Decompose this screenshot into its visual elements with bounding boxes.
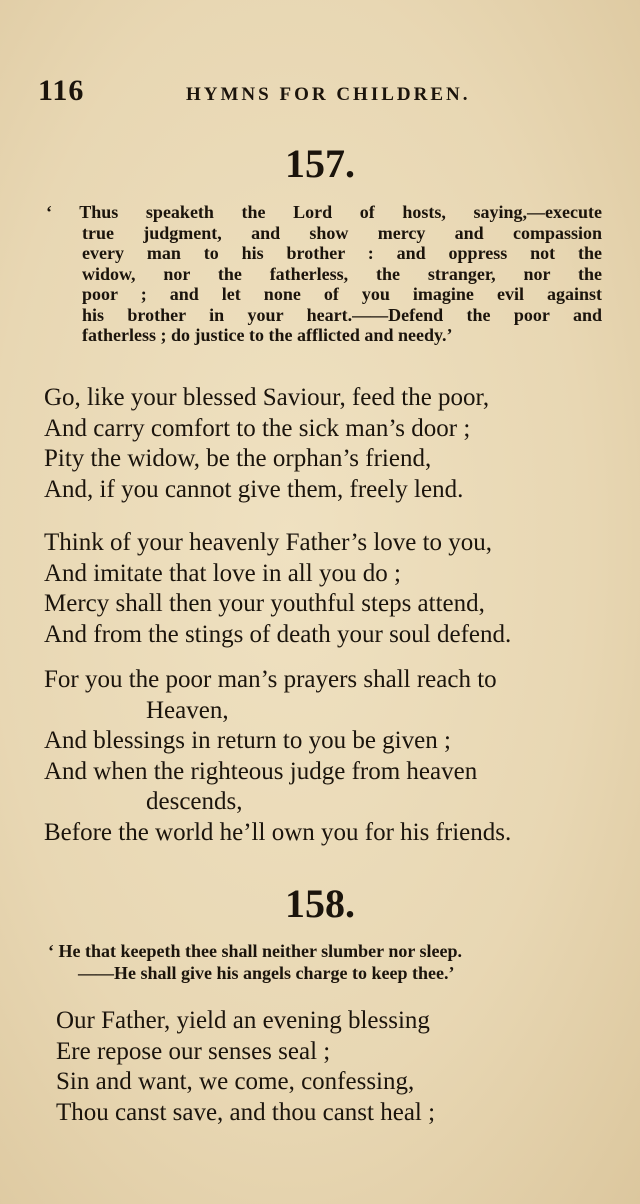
verse-line: And blessings in return to you be given ; xyxy=(44,727,451,754)
stanza xyxy=(44,528,584,650)
stanza xyxy=(56,1006,576,1128)
verse-line: Pity the widow, be the orphan’s friend, xyxy=(44,445,432,472)
epigraph-line: ‘ He that keepeth thee shall neither slumber nor sleep. xyxy=(48,941,462,961)
verse-line: Mercy shall then your youthful steps attend, xyxy=(44,590,485,617)
epigraph-line: ‘ Thus speaketh the Lord of hosts, saying,—execute xyxy=(46,202,602,222)
verse-line: For you the poor man’s prayers shall reach to xyxy=(44,666,497,693)
epigraph-line: widow, nor the fatherless, the stranger, nor the xyxy=(82,263,602,284)
running-head: HYMNS FOR CHILDREN. xyxy=(186,84,471,105)
verse-line-turnover: descends, xyxy=(146,788,243,815)
verse-line: Sin and want, we come, confessing, xyxy=(56,1068,415,1095)
page-header xyxy=(38,74,600,114)
hymn-epigraph xyxy=(48,940,594,984)
verse-line: And from the stings of death your soul defend. xyxy=(44,620,512,648)
verse-line: Our Father, yield an evening blessing xyxy=(56,1007,430,1034)
epigraph-line: true judgment, and show mercy and compassion xyxy=(82,222,602,243)
epigraph-line: fatherless ; do justice to the afflicted and needy.’ xyxy=(82,325,453,345)
verse-line: And carry comfort to the sick man’s door ; xyxy=(44,414,471,442)
epigraph-line: poor ; and let none of you imagine evil against xyxy=(82,284,602,304)
verse-line: Before the world he’ll own you for his friends. xyxy=(44,818,512,846)
stanza xyxy=(44,383,584,505)
epigraph-line: his brother in your heart.——Defend the poor and xyxy=(82,304,602,325)
verse-line: Go, like your blessed Saviour, feed the poor, xyxy=(44,384,490,411)
verse-line: Think of your heavenly Father’s love to you, xyxy=(44,529,493,556)
page-number: 116 xyxy=(38,74,85,107)
epigraph-line: ——He shall give his angels charge to keep thee.’ xyxy=(78,963,455,983)
stanza xyxy=(44,665,584,848)
verse-line: And, if you cannot give them, freely lend. xyxy=(44,475,464,503)
hymn-epigraph xyxy=(46,202,602,346)
verse-line: And when the righteous judge from heaven xyxy=(44,757,478,785)
verse-line-turnover: Heaven, xyxy=(146,696,229,724)
hymn-number: 158. xyxy=(285,881,355,926)
epigraph-line: every man to his brother : and oppress not the xyxy=(82,243,602,263)
hymn-number: 157. xyxy=(285,141,355,186)
verse-line: Ere repose our senses seal ; xyxy=(56,1037,331,1065)
verse-line: Thou canst save, and thou canst heal ; xyxy=(56,1098,436,1126)
verse-line: And imitate that love in all you do ; xyxy=(44,559,401,587)
